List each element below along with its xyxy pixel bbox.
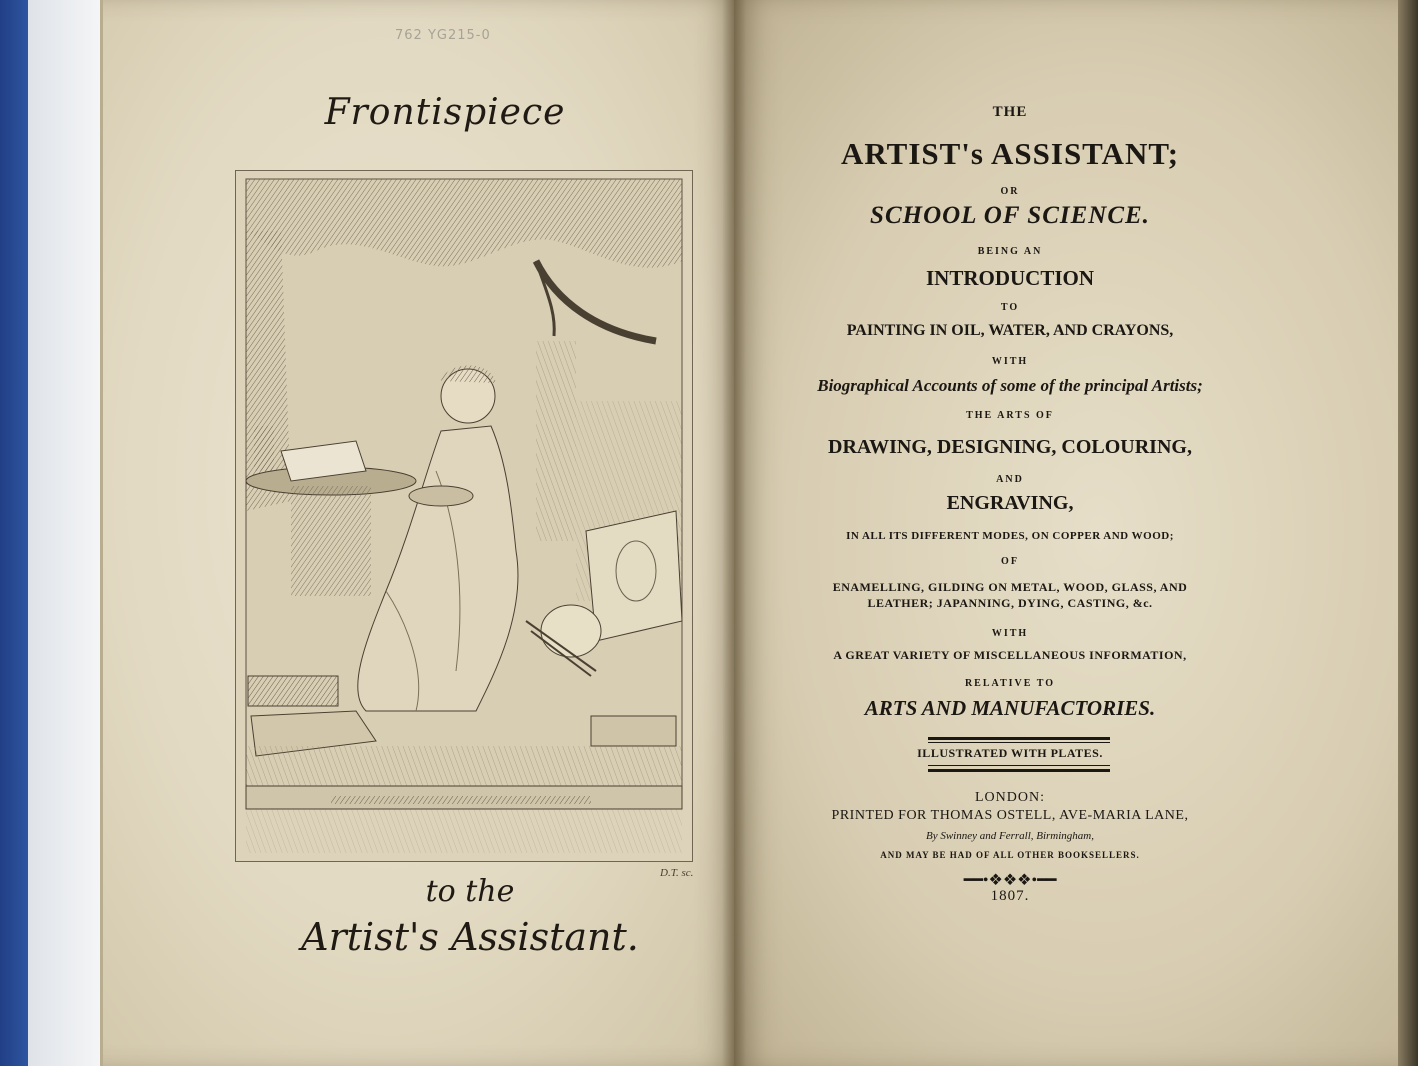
frontispiece-caption-to: to the [425,874,515,909]
engraver-signature: D.T. sc. [660,867,694,879]
frontispiece-caption-title: Artist's Assistant. [301,915,639,959]
by-swinney: By Swinney and Ferrall, Birmingham, [925,830,1095,842]
the-arts-of: THE ARTS OF [966,410,1054,421]
pencil-note: 762 YG215-0 [395,28,491,43]
main-title: ARTIST's ASSISTANT; [840,136,1180,171]
scanner-background [0,0,28,1066]
enamelling-line-2: LEATHER; JAPANNING, DYING, CASTING, &c. [867,596,1153,610]
introduction: INTRODUCTION [925,266,1095,290]
drawing-line: DRAWING, DESIGNING, COLOURING, [828,436,1192,458]
and: AND [996,474,1024,485]
frontispiece-heading: Frontispiece [324,92,566,133]
enamelling-line-1: ENAMELLING, GILDING ON METAL, WOOD, GLASS, AND [832,580,1188,594]
arts-manufactories: ARTS AND MANUFACTORIES. [864,696,1156,720]
page-edge [1398,0,1418,1066]
illustrated-line: ILLUSTRATED WITH PLATES. [917,746,1103,760]
being-an: BEING AN [977,246,1043,257]
modes-line: IN ALL ITS DIFFERENT MODES, ON COPPER AND WOOD; [846,530,1174,542]
engraving-illustration [236,171,692,861]
title-or: OR [1000,186,1020,197]
of: OF [1001,556,1019,567]
painting-line: PAINTING IN OIL, WATER, AND CRAYONS, [846,322,1174,339]
ornament-divider: ━━•❖❖❖•━━ [963,872,1057,889]
double-rule-top [928,737,1110,740]
variety-line: A GREAT VARIETY OF MISCELLANEOUS INFORMATION, [833,648,1187,662]
to: TO [1000,302,1020,313]
double-rule-bottom [928,769,1110,772]
printed-for: PRINTED FOR THOMAS OSTELL, AVE-MARIA LANE, [831,808,1189,823]
thin-rule-bottom [928,765,1110,766]
thin-rule-top [928,742,1110,743]
booksellers-line: AND MAY BE HAD OF ALL OTHER BOOKSELLERS. [880,850,1140,860]
subtitle: SCHOOL OF SCIENCE. [870,202,1150,229]
title-the: THE [992,104,1028,120]
biographical-line: Biographical Accounts of some of the principal Artists; [817,376,1203,395]
with-1: WITH [991,356,1029,367]
with-2: WITH [991,628,1029,639]
year: 1807. [990,888,1030,904]
scanner-margin [28,0,100,1066]
london: LONDON: [975,790,1045,805]
book-gutter [722,0,746,1066]
engraving-line: ENGRAVING, [946,492,1074,514]
relative-to: RELATIVE TO [964,678,1056,689]
engraving-plate [235,170,693,862]
